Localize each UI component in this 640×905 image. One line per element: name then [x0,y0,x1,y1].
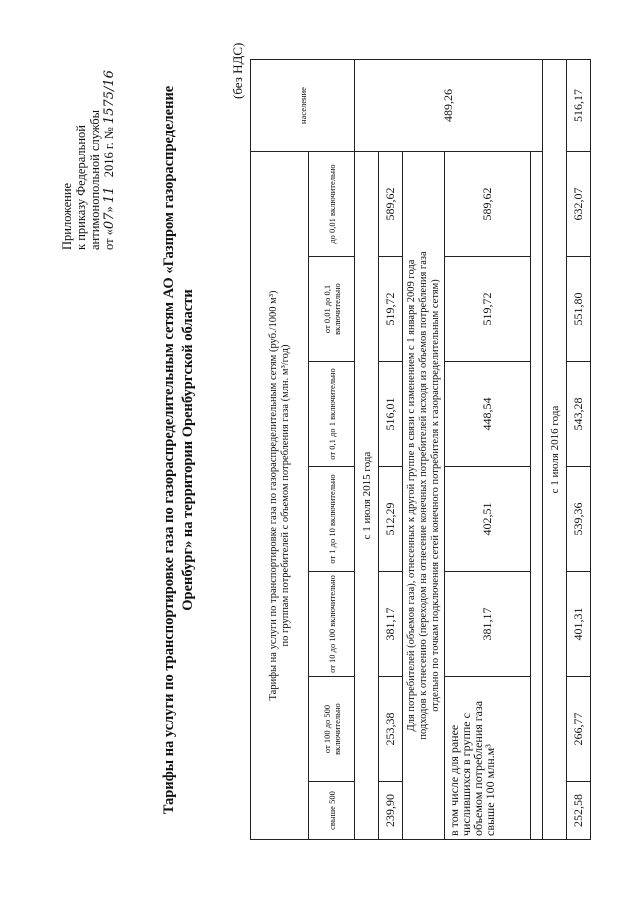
column-header-population: население [251,60,355,152]
tariff-table [250,59,591,840]
date-month: 11 [102,186,117,204]
table-cell: 519,72 [379,257,403,362]
table-cell: 448,54 [445,362,531,467]
table-cell: 516,01 [379,362,403,467]
table-cell: 551,80 [567,257,591,362]
title-line: Оренбург» на территории Оренбургской области [180,289,196,611]
table-cell: 401,31 [567,572,591,677]
document-title [160,55,198,845]
table-cell: 381,17 [379,572,403,677]
population-value: 489,26 [355,60,543,152]
appendix-block [60,30,117,250]
table-cell: 253,38 [379,677,403,782]
table-header [251,152,309,840]
column-header: от 10 до 100 включительно [309,572,355,677]
title-line: Тарифы на услуги по транспортировке газа по газораспределительным сетям АО «Газпром газораспределение [161,85,177,815]
in-group-label: в том числе для ранее числившихся в группе с объемом потребления газа свыше 100 млн.м³ [445,677,531,840]
appendix-line: Приложение [60,182,74,250]
vat-note: (без НДС) [230,42,245,99]
spacer-row [531,152,543,840]
column-header: от 100 до 500 включительно [309,677,355,782]
table-cell: 402,51 [445,467,531,572]
header-line: Тарифы на услуги по транспортировке газа по газораспределительным сетям (руб./1000 м³) [267,290,279,701]
table-cell: 381,17 [445,572,531,677]
date-prefix: от « [102,229,116,250]
table-cell: 539,36 [567,467,591,572]
column-header: от 0,01 до 0,1 включительно [309,257,355,362]
table-cell: 252,58 [567,782,591,840]
table-cell: 632,07 [567,152,591,257]
period-label: с 1 июля 2015 года [355,152,379,840]
table-cell: 512,29 [379,467,403,572]
note-line: Для потребителей (объемов газа), отнесенных к другой группе в связи с изменением с 1 января 2009 года [405,259,417,732]
table-cell: 239,90 [379,782,403,840]
table-cell: 589,62 [379,152,403,257]
column-header: от 1 до 10 включительно [309,467,355,572]
table-cell: 519,72 [445,257,531,362]
note-line: подходов к отнесению (переходом на отнесение конечных потребителей исходя из объемов потребления газа [417,251,429,740]
column-header: до 0,01 включительно [309,152,355,257]
appendix-line: антимонопольной службы [88,109,102,250]
date-mid: » [102,206,116,213]
table-cell: 543,28 [567,362,591,467]
header-line: по группам потребителей с объемом потребления газа (млн. м³/год) [279,344,291,647]
date-day: 07 [102,212,117,230]
appendix-line: к приказу Федеральной [74,125,88,250]
column-header: от 0,1 до 1 включительно [309,362,355,467]
table-cell: 266,77 [567,677,591,782]
date-year: 2016 г. № [102,127,116,178]
period-label: с 1 июля 2016 года [543,60,567,840]
column-header: свыше 500 [309,782,355,840]
note-line: отдельно по точкам подключения сетей конечного потребителя к газораспределительным сетям) [429,279,441,712]
table-cell: 516,17 [567,60,591,152]
appendix-date-line [102,30,117,250]
group-change-note [403,152,445,840]
order-number: 1575/16 [102,70,117,125]
table-cell: 589,62 [445,152,531,257]
